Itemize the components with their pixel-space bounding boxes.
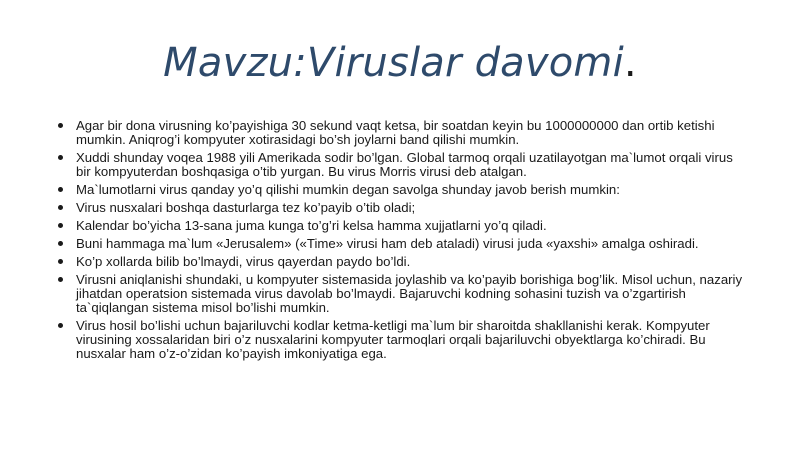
bullet-text: Virus nusxalari boshqa dasturlarga tez ko’payib o’tib oladi; bbox=[76, 200, 416, 215]
bullet-text: Kalendar bo’yicha 13-sana juma kunga to’g’ri kelsa hamma xujjatlarni yo’q qiladi. bbox=[76, 218, 547, 233]
bullet-list bbox=[58, 119, 748, 365]
slide-title bbox=[0, 40, 800, 86]
bullet-item bbox=[58, 319, 748, 361]
bullet-dot-icon bbox=[58, 277, 63, 282]
bullet-dot-icon bbox=[58, 155, 63, 160]
bullet-dot-icon bbox=[58, 223, 63, 228]
bullet-text: Ma`lumotlarni virus qanday yo’q qilishi mumkin degan savolga shunday javob berish mumkin: bbox=[76, 182, 620, 197]
bullet-dot-icon bbox=[58, 205, 63, 210]
bullet-text: Virusni aniqlanishi shundaki, u kompyuter sistemasida joylashib va ko’payib borishiga bog’lik. Misol uchun, nazariy jihatdan operatsion sistemada virus davolab bo’lmaydi. Bajaruvchi kodning sohasini tuzish va o’zgartirish ta`qiqlangan sistema misol bo’lishi mumkin. bbox=[76, 272, 743, 315]
bullet-item bbox=[58, 151, 748, 179]
bullet-text: Virus hosil bo’lishi uchun bajariluvchi kodlar ketma-ketligi ma`lum bir sharoitda shakllanishi kerak. Kompyuter virusining xossalaridan biri o’z nusxalarini kompyuter tarmoqlari orqali bajariluvchi obyektlarga ko’chiradi. Bu nusxalar ham o’z-o’zidan ko’payish imkoniyatiga ega. bbox=[76, 318, 710, 361]
bullet-text: Ko’p xollarda bilib bo’lmaydi, virus qayerdan paydo bo’ldi. bbox=[76, 254, 411, 269]
bullet-dot-icon bbox=[58, 323, 63, 328]
bullet-text: Agar bir dona virusning ko’payishiga 30 sekund vaqt ketsa, bir soatdan keyin bu 1000000000 dan ortib ketishi mumkin. Aniqrog’i kompyuter xotirasidagi bo’sh joylarni band qilishi mumkin. bbox=[76, 118, 715, 147]
bullet-item bbox=[58, 201, 748, 215]
bullet-item bbox=[58, 119, 748, 147]
bullet-dot-icon bbox=[58, 123, 63, 128]
slide-title-dot: . bbox=[623, 40, 637, 86]
bullet-item bbox=[58, 255, 748, 269]
bullet-dot-icon bbox=[58, 187, 63, 192]
bullet-text: Xuddi shunday voqea 1988 yili Amerikada sodir bo’lgan. Global tarmoq orqali uzatilayotgan ma`lumot orqali virus bir kompyuterdan boshqasiga o’tib yurgan. Bu virus Morris virusi deb atalgan. bbox=[76, 150, 733, 179]
bullet-dot-icon bbox=[58, 259, 63, 264]
bullet-dot-icon bbox=[58, 241, 63, 246]
bullet-item bbox=[58, 183, 748, 197]
bullet-item bbox=[58, 219, 748, 233]
slide-title-text: Mavzu:Viruslar davomi bbox=[163, 40, 624, 86]
bullet-item bbox=[58, 237, 748, 251]
bullet-text: Buni hammaga ma`lum «Jerusalem» («Time» virusi ham deb ataladi) virusi juda «yaxshi» amalga oshiradi. bbox=[76, 236, 699, 251]
bullet-item bbox=[58, 273, 748, 315]
